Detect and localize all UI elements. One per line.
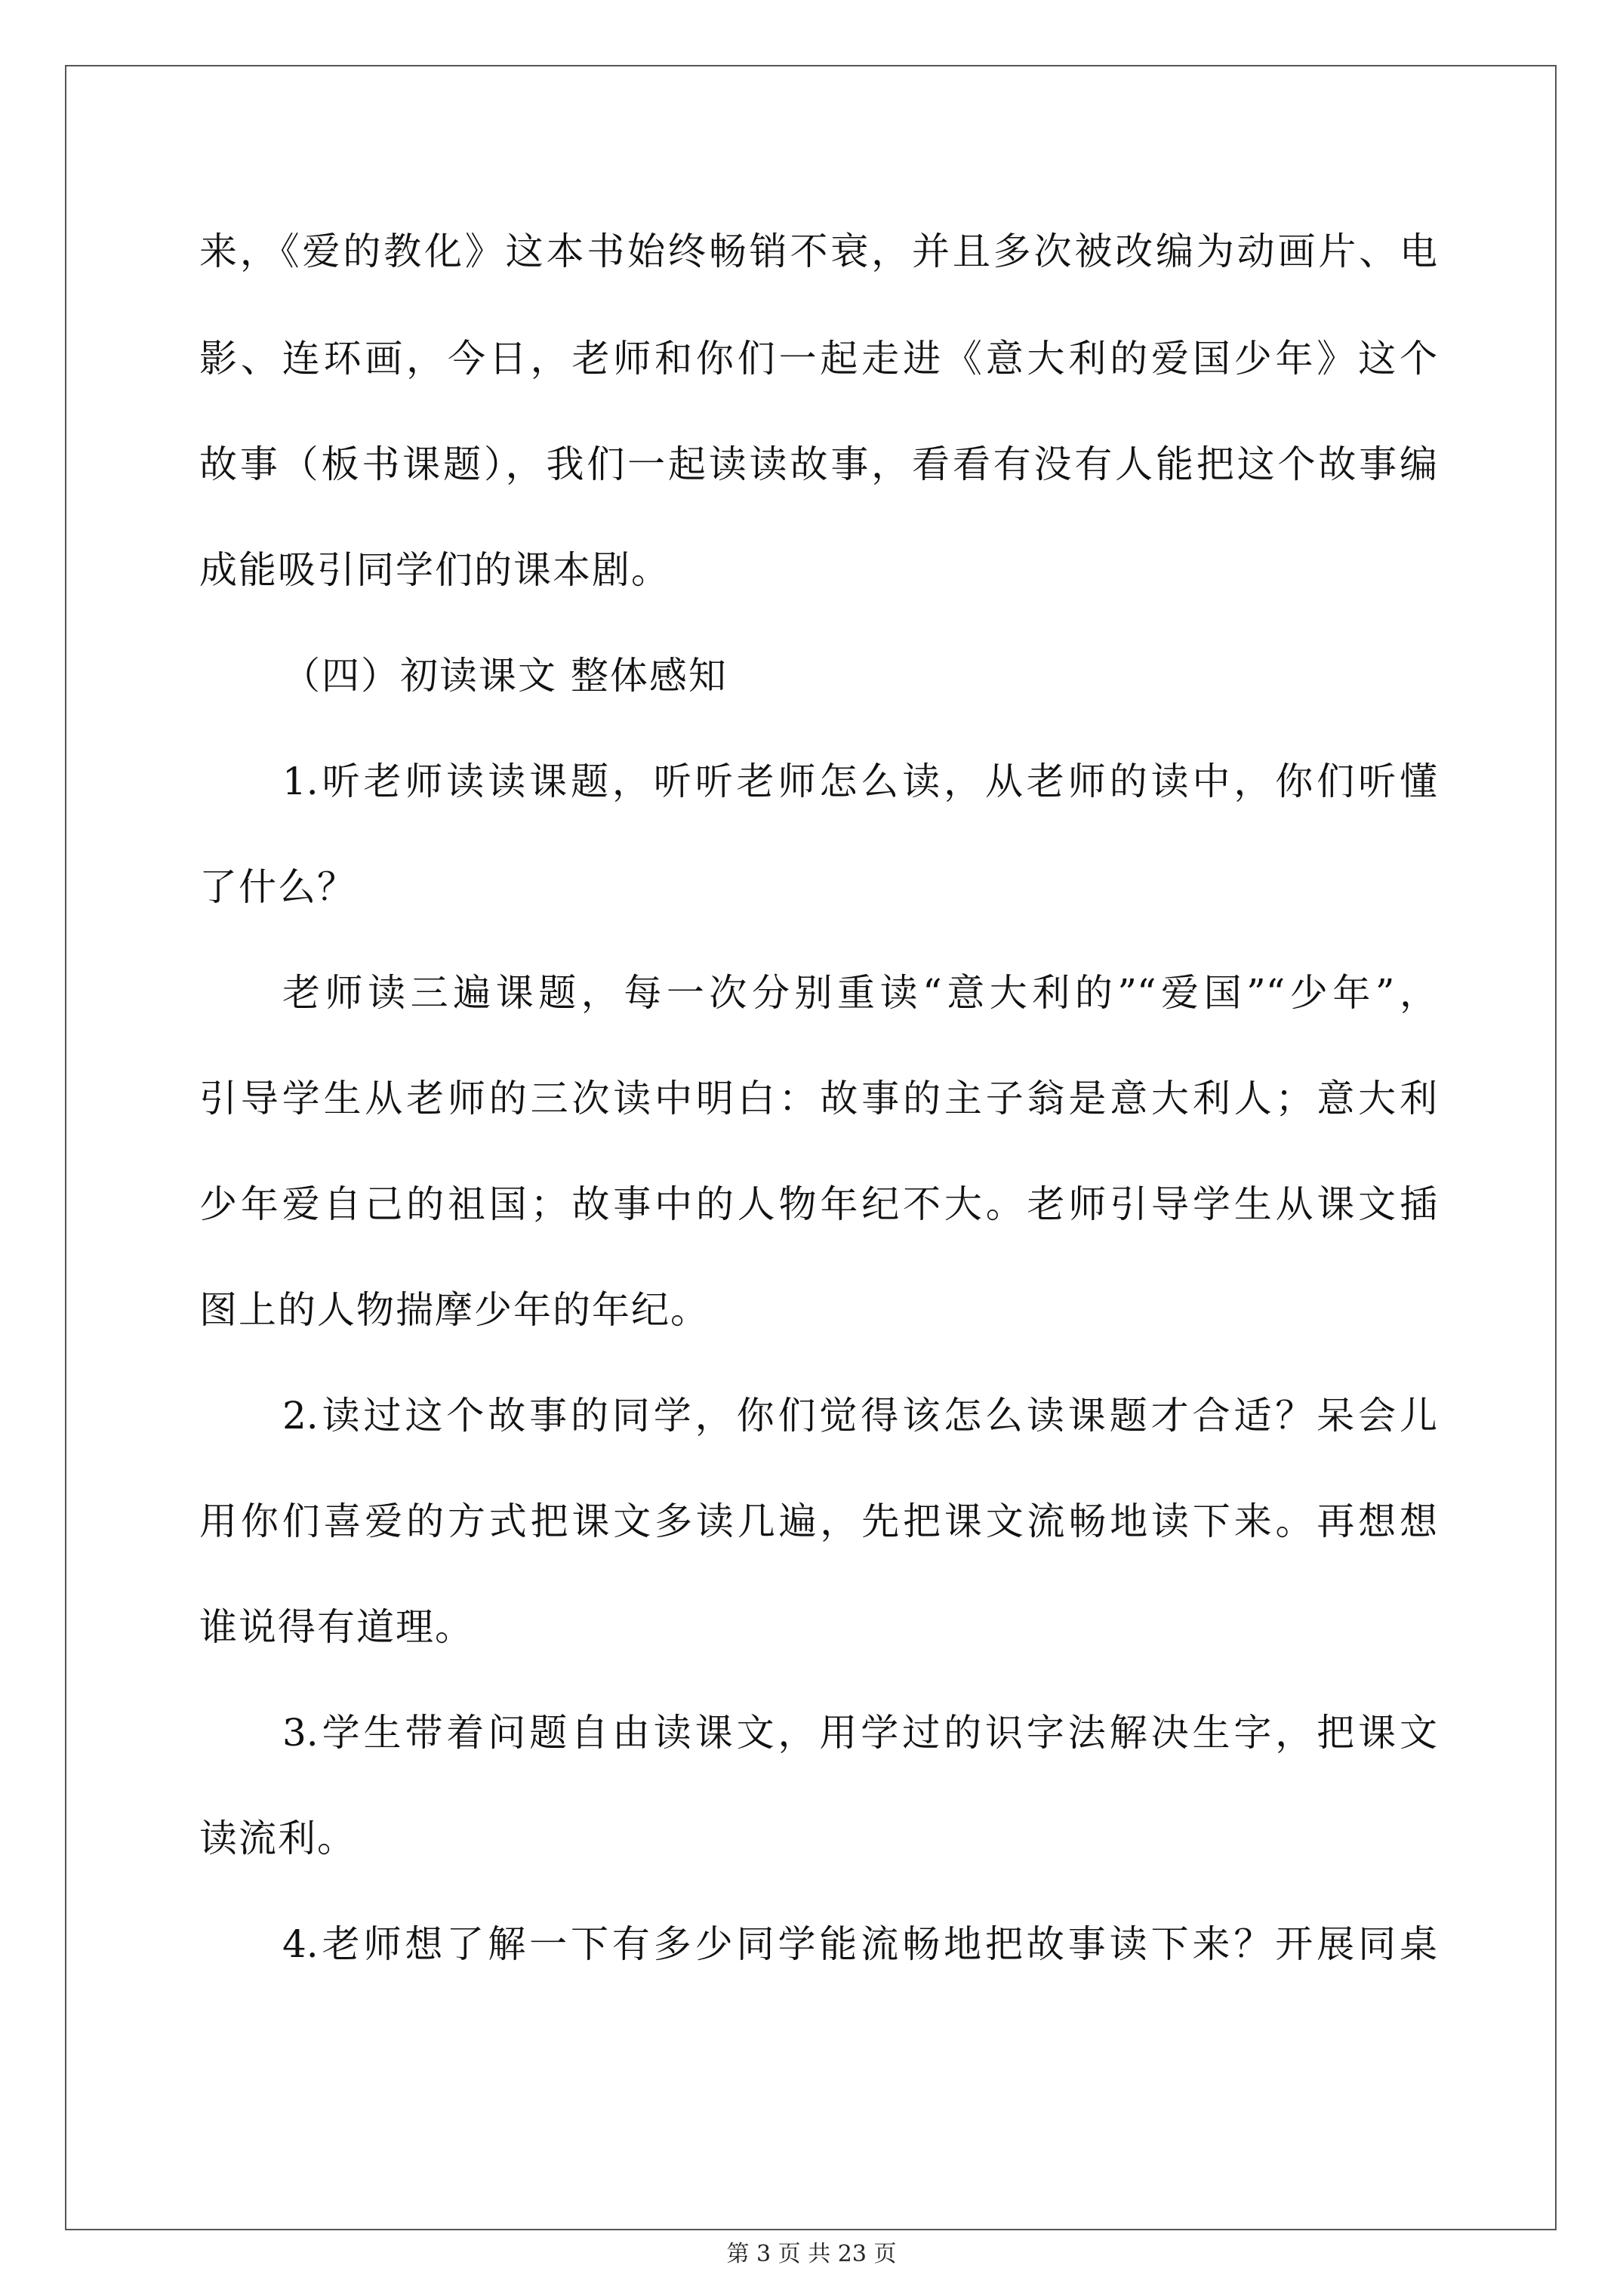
- text-line: 了什么？: [199, 865, 356, 909]
- text-line: 来，《爱的教化》这本书始终畅销不衰，并且多次被改编为动画片、电: [199, 230, 1437, 273]
- text-line: 老师读三遍课题，每一次分别重读“意大利的”“爱国”“少年”，: [282, 971, 1437, 1015]
- text-line: 影、连环画，今日，老师和你们一起走进《意大利的爱国少年》这个: [199, 337, 1437, 381]
- page-border: [65, 65, 1557, 2230]
- text-line: 谁说得有道理。: [199, 1605, 474, 1649]
- text-line: 4.老师想了解一下有多少同学能流畅地把故事读下来？开展同桌: [282, 1922, 1437, 1966]
- text-line: 2.读过这个故事的同学，你们觉得该怎么读课题才合适？呆会儿: [282, 1394, 1437, 1438]
- text-line: 引导学生从老师的三次读中明白：故事的主子翁是意大利人；意大利: [199, 1077, 1437, 1120]
- text-line: 用你们喜爱的方式把课文多读几遍，先把课文流畅地读下来。再想想: [199, 1499, 1437, 1543]
- text-line: 读流利。: [199, 1817, 356, 1860]
- text-line: 图上的人物揣摩少年的年纪。: [199, 1288, 710, 1332]
- text-line: 少年爱自己的祖国；故事中的人物年纪不大。老师引导学生从课文插: [199, 1182, 1437, 1226]
- text-line: 1.听老师读读课题，听听老师怎么读，从老师的读中，你们听懂: [282, 760, 1437, 803]
- page-number-footer: 第 3 页 共 23 页: [726, 2241, 897, 2267]
- text-line: 故事（板书课题），我们一起读读故事，看看有没有人能把这个故事编: [199, 442, 1437, 486]
- text-line: 成能吸引同学们的课本剧。: [199, 548, 670, 592]
- text-line: 3.学生带着问题自由读课文，用学过的识字法解决生字，把课文: [282, 1711, 1437, 1755]
- section-heading: （四）初读课文 整体感知: [282, 654, 728, 698]
